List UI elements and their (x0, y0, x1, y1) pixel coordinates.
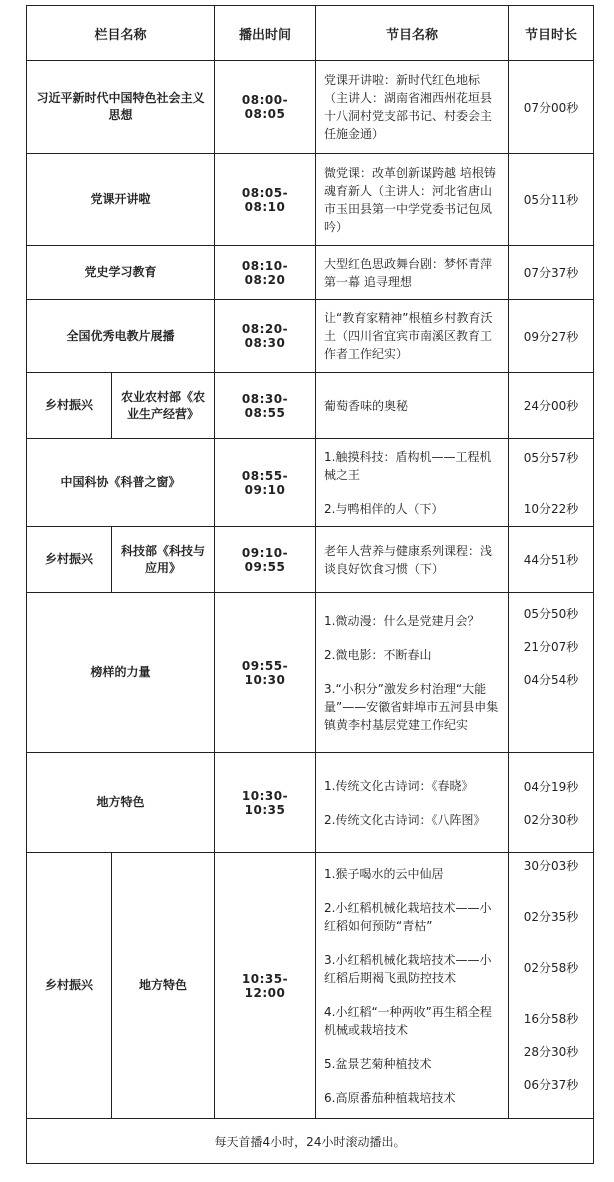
duration-item: 16分58秒 (523, 1012, 579, 1026)
column-name-cell: 中国科协《科普之窗》 (27, 439, 215, 527)
duration-cell (509, 853, 594, 1119)
column-name-cell: 乡村振兴 (27, 853, 112, 1119)
table-row (27, 593, 594, 753)
program-cell (316, 246, 509, 300)
program-item: 1.触摸科技：盾构机——工程机械之王 (324, 449, 492, 482)
duration-item: 05分57秒 (523, 450, 579, 465)
duration-cell (509, 593, 594, 753)
header-program-name: 节目名称 (316, 6, 509, 61)
air-time-cell: 10:35-12:00 (215, 853, 316, 1119)
column-name-cell: 榜样的力量 (27, 593, 215, 753)
duration-cell (509, 300, 594, 373)
duration-item: 04分19秒 (523, 779, 579, 794)
schedule-table (26, 5, 594, 1164)
program-cell (316, 300, 509, 373)
air-time-cell: 08:20-08:30 (215, 300, 316, 373)
duration-cell (509, 527, 594, 593)
header-row (27, 6, 594, 61)
duration-cell (509, 753, 594, 853)
program-item: 1.传统文化古诗词：《春晓》 (324, 778, 474, 793)
table-row (27, 61, 594, 154)
header-air-time: 播出时间 (215, 6, 316, 61)
duration-item: 05分11秒 (523, 193, 579, 207)
program-cell (316, 593, 509, 753)
footer-note: 每天首播4小时，24小时滚动播出。 (27, 1119, 594, 1164)
program-item: 4.小红稻“一种两收”再生稻全程机械或栽培技术 (324, 1004, 492, 1037)
program-item: 微党课：改革创新谋跨越 培根铸魂育新人（主讲人：河北省唐山市玉田县第一中学党委书记包凤吟） (324, 165, 496, 234)
program-item: 3.小红稻机械化栽培技术——小红稻后期褐飞虱防控技术 (324, 952, 492, 985)
duration-item: 24分00秒 (523, 399, 579, 413)
duration-item: 44分51秒 (523, 553, 579, 567)
duration-item: 06分37秒 (523, 1078, 579, 1092)
sub-column-cell: 科技部《科技与应用》 (112, 527, 215, 593)
program-item: 让“教育家精神”根植乡村教育沃土（四川省宜宾市南溪区教育工作者工作纪实） (324, 311, 493, 361)
duration-item: 21分07秒 (523, 640, 579, 654)
duration-item: 28分30秒 (523, 1045, 579, 1059)
column-name-cell: 党史学习教育 (27, 246, 215, 300)
air-time-cell: 10:30-10:35 (215, 753, 316, 853)
table-row (27, 300, 594, 373)
program-cell (316, 61, 509, 154)
column-name-cell: 习近平新时代中国特色社会主义思想 (27, 61, 215, 154)
column-name-cell: 地方特色 (27, 753, 215, 853)
program-cell (316, 439, 509, 527)
program-item: 葡萄香味的奥秘 (324, 398, 409, 413)
duration-item: 04分54秒 (523, 673, 579, 687)
duration-cell (509, 61, 594, 154)
table-row (27, 373, 594, 439)
table-row (27, 853, 594, 1119)
duration-item: 02分35秒 (523, 910, 579, 924)
table-row (27, 527, 594, 593)
table-row (27, 154, 594, 246)
program-item: 2.小红稻机械化栽培技术——小红稻如何预防“青枯” (324, 900, 492, 933)
air-time-cell: 08:10-08:20 (215, 246, 316, 300)
duration-item: 07分00秒 (523, 100, 579, 115)
table-row (27, 439, 594, 527)
program-cell (316, 154, 509, 246)
program-cell (316, 853, 509, 1119)
air-time-cell: 09:55-10:30 (215, 593, 316, 753)
program-cell (316, 527, 509, 593)
column-name-cell: 全国优秀电教片展播 (27, 300, 215, 373)
column-name-cell: 党课开讲啦 (27, 154, 215, 246)
table-row (27, 753, 594, 853)
air-time-cell: 08:55-09:10 (215, 439, 316, 527)
air-time-cell: 09:10-09:55 (215, 527, 316, 593)
duration-cell (509, 439, 594, 527)
program-item: 2.传统文化古诗词：《八阵图》 (324, 812, 486, 827)
duration-item: 02分58秒 (523, 961, 579, 975)
air-time-cell: 08:05-08:10 (215, 154, 316, 246)
duration-cell (509, 154, 594, 246)
duration-cell (509, 246, 594, 300)
column-name-cell: 乡村振兴 (27, 373, 112, 439)
header-column-name: 栏目名称 (27, 6, 215, 61)
table-row (27, 246, 594, 300)
duration-cell (509, 373, 594, 439)
duration-item: 05分50秒 (523, 607, 579, 621)
program-item: 老年人营养与健康系列课程：浅谈良好饮食习惯（下） (324, 543, 493, 576)
sub-column-cell: 农业农村部《农业生产经营》 (112, 373, 215, 439)
program-item: 1.微动漫：什么是党建月会？ (324, 613, 480, 628)
duration-item: 10分22秒 (523, 501, 579, 516)
program-item: 党课开讲啦：新时代红色地标（主讲人：湖南省湘西州花垣县十八洞村党支部书记、村委会主任施金通） (324, 73, 493, 141)
footer-row (27, 1119, 594, 1164)
program-item: 5.盆景艺菊种植技术 (324, 1056, 432, 1071)
air-time-cell: 08:00-08:05 (215, 61, 316, 154)
duration-item: 09分27秒 (523, 329, 579, 344)
program-item: 6.高原番茄种植栽培技术 (324, 1090, 456, 1105)
program-item: 1.猴子喝水的云中仙居 (324, 866, 444, 881)
program-cell (316, 753, 509, 853)
program-item: 大型红色思政舞台剧：梦怀青萍 第一幕 追寻理想 (324, 256, 493, 289)
sub-column-cell: 地方特色 (112, 853, 215, 1119)
program-item: 2.与鸭相伴的人（下） (324, 501, 444, 516)
program-item: 2.微电影：不断春山 (324, 647, 432, 662)
air-time-cell: 08:30-08:55 (215, 373, 316, 439)
program-cell (316, 373, 509, 439)
duration-item: 02分30秒 (523, 812, 579, 827)
column-name-cell: 乡村振兴 (27, 527, 112, 593)
duration-item: 07分37秒 (523, 266, 579, 280)
header-duration: 节目时长 (509, 6, 594, 61)
duration-item: 30分03秒 (523, 859, 579, 873)
program-item: 3.“小积分”激发乡村治理“大能量”——安徽省蚌埠市五河县申集镇黄李村基层党建工作纪实 (324, 681, 499, 732)
